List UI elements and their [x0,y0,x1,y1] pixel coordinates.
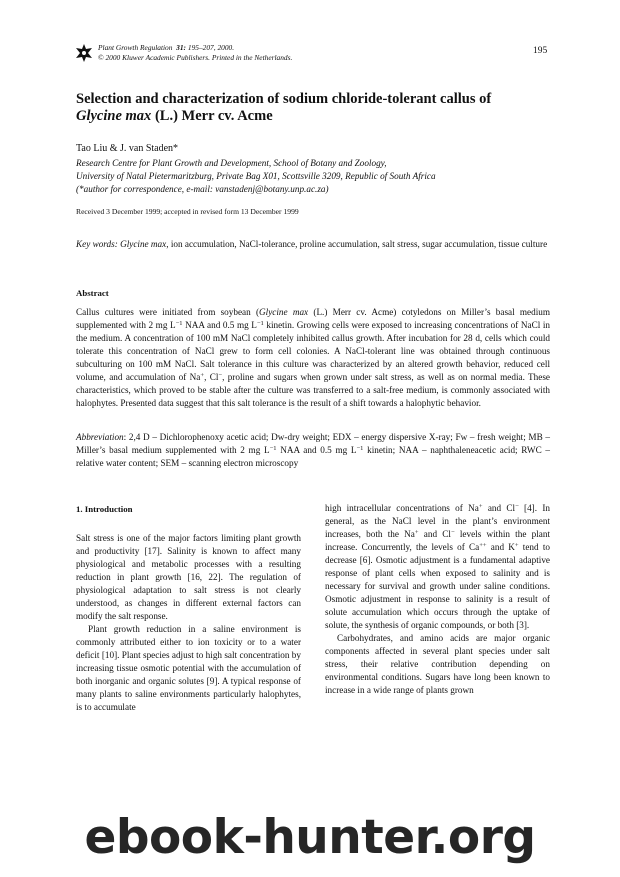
intro-text-f: and K [486,542,515,552]
intro-text-d: and Cl [418,529,451,539]
abstract-body [76,306,550,410]
intro-sup-6: + [514,542,519,549]
abstract-sup-1: −1 [175,320,183,327]
keywords-label: Key words: [76,239,118,249]
abbreviation-text-3: kinetin; NAA – naphthaleneacetic acid; RWC – relative water content; SEM – scanning electron microscopy [76,445,551,468]
abbreviation-text-2: NAA and 0.5 mg L [276,445,357,455]
abstract-text-2: (L.) Merr cv. Acme) cotyledons on Miller’s basal medium supplemented with 2 mg L [76,307,551,330]
abstract-sup-4: − [218,372,223,379]
abstract-text-6: , proline and sugars when grown under salt stress, as well as on normal media. These characteristics, which proved to be stable after the culture was transferred to a salt-free medium, is commonly associated with halophytes. Presented data suggest that this salt tolerance is the result of a shift towards a halophytic behavior. [76,372,550,408]
title-line-1: Selection and characterization of sodium chloride-tolerant callus of [76,91,492,107]
copyright-line: © 2000 Kluwer Academic Publishers. Printed in the Netherlands. [98,53,293,62]
page-number: 195 [533,46,548,56]
left-column [76,532,301,714]
affiliation [76,157,556,196]
journal-citation [98,43,292,63]
abstract-heading: Abstract [76,288,109,298]
introduction-heading: 1. Introduction [76,504,133,514]
intro-text-c: [4]. In general, as the NaCl level in the plant’s environment increases, both the Na [325,503,550,539]
title-species: Glycine max [76,108,152,124]
keywords-text: , ion accumulation, NaCl-tolerance, proline accumulation, salt stress, sugar accumulation, tissue culture [166,239,548,249]
abbreviation-text-1: : 2,4 D – Dichlorophenoxy acetic acid; Dw-dry weight; EDX – energy dispersive X-ray; Fw – fresh weight; MB – Miller’s basal medium supplemented with 2 mg L [76,432,550,455]
intro-paragraph-4: Carbohydrates, and amino acids are major organic components affected in several plant species under salt stress, their relative contribution depending on environmental conditions. Sugars have long been known to increase in a wide range of plants grown [325,633,550,695]
abstract-text-4: kinetin. Growing cells were exposed to increasing concentrations of NaCl in the medium. A concentration of 100 mM NaCl completely inhibited callus growth. After incubation for 28 d, cells which could tolerate this concentration of NaCl grew to form cell colonies. A NaCl-tolerant line was obtained through continuous subculturing on 100 mM NaCl. Salt tolerance in this culture was characterized by an altered growth behavior, reduced cell volume, and accumulation of Na [76,320,551,382]
abstract-sup-3: + [200,372,205,379]
intro-sup-2: − [515,503,519,510]
paper-title [76,91,546,125]
title-line-2: (L.) Merr cv. Acme [151,108,273,124]
authors: Tao Liu & J. van Staden* [76,143,179,154]
intro-sup-5: ++ [479,542,487,549]
affiliation-line-2: University of Natal Pietermaritzburg, Private Bag X01, Scottsville 3209, Republic of South Africa [76,171,436,181]
abstract-text-3: NAA and 0.5 mg L [182,320,257,330]
intro-text-e: levels within the plant increase. Concurrently, the levels of Ca [325,529,550,552]
intro-sup-3: + [414,529,419,536]
intro-sup-4: − [450,529,455,536]
watermark-text: ebook-hunter.org [84,810,536,865]
abstract-sup-2: −1 [256,320,264,327]
abstract-text-1: Callus cultures were initiated from soybean ( [76,307,260,317]
abstract-species: Glycine max [259,307,309,317]
intro-paragraph-2: Plant growth reduction in a saline environment is commonly attributed either to ion toxicity or to a water deficit [10]. Plant species adjust to high salt concentration by increasing tissue osmotic potential with the accumulation of both inorganic and organic solutes [9]. A typical response of many plants to saline environments particularly halophytes, is to accumulate [76,624,301,712]
publisher-logo-icon [76,44,92,62]
intro-text-b: and Cl [482,503,516,513]
intro-paragraph-1: Salt stress is one of the major factors limiting plant growth and productivity [17]. Salinity is known to affect many physiological and metabolic processes with a resulting reduction in plant growth [16, 22]. The regulation of physiological adaptation to salt stress is not clearly understood, as changes in different external factors can modify the salt response. [76,533,301,621]
intro-text-a: high intracellular concentrations of Na [325,503,479,513]
journal-name: Plant Growth Regulation [98,43,173,52]
received-dates: Received 3 December 1999; accepted in revised form 13 December 1999 [76,207,299,216]
abbreviation-sup-1: −1 [269,445,277,452]
affiliation-line-3: (*author for correspondence, e-mail: vanstadenj@botany.unp.ac.za) [76,184,329,194]
right-column [325,502,550,697]
abbreviation-sup-2: −1 [356,445,364,452]
intro-sup-1: + [478,503,483,510]
keywords-species: Glycine max [117,239,167,249]
affiliation-line-1: Research Centre for Plant Growth and Development, School of Botany and Zoology, [76,158,387,168]
journal-pages: 195–207, 2000. [187,43,235,52]
journal-volume: 31: [176,43,187,52]
keywords [76,238,550,251]
abbreviations [76,431,550,470]
abstract-text-5: , Cl [204,372,219,382]
abbreviation-label: Abbreviation [76,432,124,442]
intro-text-g: tend to decrease [6]. Osmotic adjustment is a fundamental adaptive response of plant cells when exposed to salinity and is necessary for survival and growth under saline conditions. Osmotic adjustment in response to salinity is a result of solute accumulation which occurs through the uptake of solute, the synthesis of organic compounds, or both [3]. [325,542,550,630]
intro-paragraph-3 [325,502,550,632]
